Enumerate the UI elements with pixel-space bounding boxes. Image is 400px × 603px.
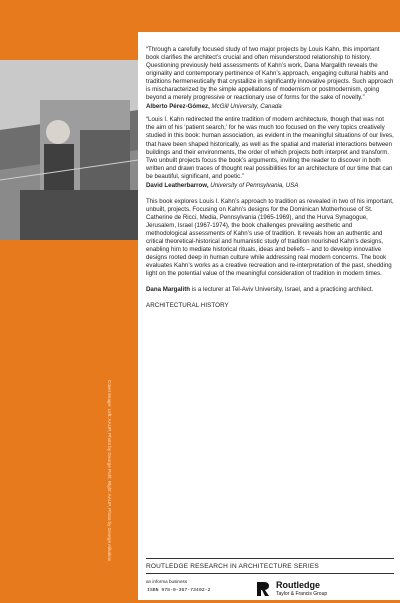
series-divider-bottom xyxy=(146,573,394,574)
isbn-number: ISBN 978-0-367-73402-2 xyxy=(147,588,211,593)
quote-1-attribution: Alberto Pérez-Gómez, McGill University, Canada xyxy=(146,103,282,111)
series-title: ROUTLEDGE RESEARCH IN ARCHITECTURE SERIES xyxy=(146,563,319,570)
series-divider-top xyxy=(146,558,394,559)
quote-2-text: “Louis I. Kahn redirected the entire tradition of modern architecture, though that was not the aim of his ‘patient search,’ for he was much too focused on the very topics creatively studied in this book: human association, as evident in the meaningful situations of our lives, that have been shaped historically, as well as the spatial and material interactions between buildings and their environments, the order of which projects both interpret and transform. Two unbuilt projects focus the book’s arguments, inviting the reader to discover in both written and drawn traces of thought real possibilities for an architecture of our time that can be beautiful, significant, and poetic.” xyxy=(146,116,394,180)
author-bio-name: Dana Margalith xyxy=(146,286,191,294)
kahn-photograph xyxy=(0,60,138,240)
subject-category: ARCHITECTURAL HISTORY xyxy=(146,302,229,310)
quote-1-author: Alberto Pérez-Gómez xyxy=(146,103,209,111)
cover-credit-text: Cover image: Left: AAUP, Photo by George Pohl; Right: AAUP, Photo by George Alikakos xyxy=(107,380,112,562)
publisher-subtitle: Taylor & Francis Group xyxy=(276,591,328,597)
quote-2-affiliation: University of Pennsylvania, USA xyxy=(210,181,299,189)
routledge-logo-graphic xyxy=(255,580,271,598)
quote-1-affiliation: McGill University, Canada xyxy=(211,103,282,111)
publisher-name: Routledge xyxy=(276,580,320,590)
quote-1-text: “Through a carefully focused study of two major projects by Louis Kahn, this important book clarifies the architect’s crucial and often misunderstood relationship to history. Questioning previously held assessments of Kahn’s work, Dana Margalith reveals the originality and contemporary pertinence of Kahn’s approach, engaging cultural habits and traditions hermeneutically that crystallize in significantly innovative projects. Such approach is mischaracterized by the simple appellations of modernism or postmodernism, going beyond a merely progressive or reactionary use of forms for the sake of novelty.” xyxy=(146,46,394,102)
quote-2-author: David Leatherbarrow xyxy=(146,181,207,189)
author-bio-text: is a lecturer at Tel-Aviv University, Israel, and a practicing architect. xyxy=(190,286,374,294)
quote-2-attribution: David Leatherbarrow, University of Pennsylvania, USA xyxy=(146,181,299,189)
author-bio xyxy=(146,286,394,294)
informa-tagline: an informa business xyxy=(146,579,188,584)
back-cover-text xyxy=(146,46,394,310)
photo-graphic xyxy=(0,60,138,240)
cover-image-credit xyxy=(98,380,114,560)
book-description: This book explores Louis I. Kahn’s approach to tradition as revealed in two of his important, unbuilt, projects. Focusing on Kahn’s designs for the Dominican Motherhouse of St. Catherine de Ricci, Media, Pennsylvania (1965-1969), and the Hurva Synagogue, Jerusalem, Israel (1967-1974), the book challenges prevailing aesthetic and methodological assessments of Kahn’s use of tradition. It reveals how an authentic and critical theoretical-historical and humanistic study of tradition nourished Kahn’s designs, enabling him to mediate historical rituals, ideas and beliefs – and to develop innovative designs rooted deep in human culture while addressing real modern concerns. The book evaluates Kahn’s works as a creative recreation and re-interpretation of the past, shedding light on the potential value of the meaningful consideration of tradition in modern times. xyxy=(146,197,394,278)
